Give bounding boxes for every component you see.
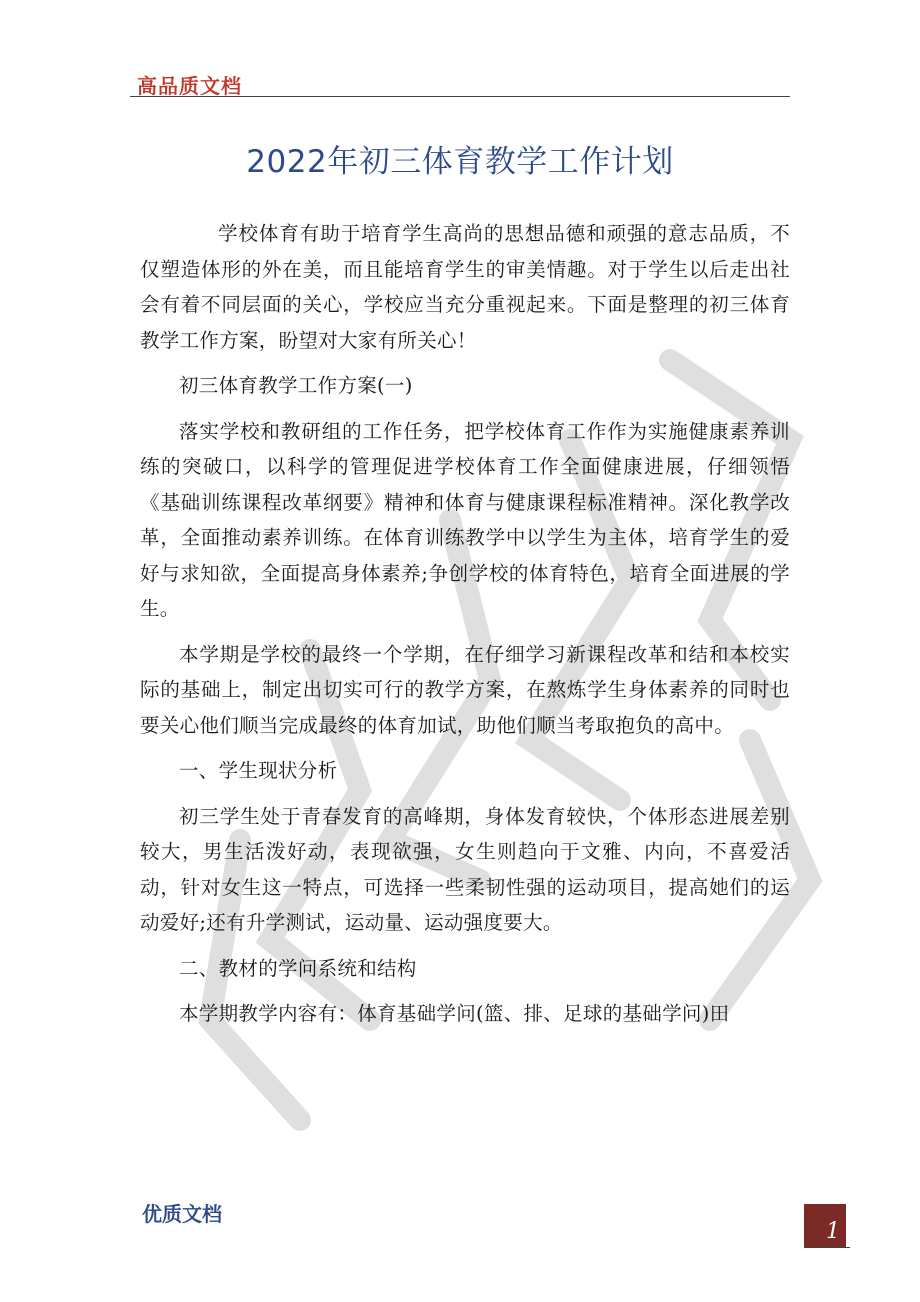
paragraph-intro: 学校体育有助于培育学生高尚的思想品德和顽强的意志品质，不仅塑造体形的外在美，而且能培育学生的审美情趣。对于学生以后走出社会有着不同层面的关心，学校应当充分重视起来。下面是整理的初三体育教学工作方案，盼望对大家有所关心！ <box>140 222 790 352</box>
page-number-badge <box>804 1204 846 1248</box>
document-title: 2022年初三体育教学工作计划 <box>246 144 674 180</box>
header-divider <box>130 96 790 97</box>
section-heading-student-analysis: 一、学生现状分析 <box>179 759 338 782</box>
paragraph-semester: 本学期是学校的最终一个学期，在仔细学习新课程改革和结和本校实际的基础上，制定出切实可行的教学方案，在熬炼学生身体素养的同时也要关心他们顺当完成最终的体育加试，助他们顺当考取抱负的高中。 <box>140 642 790 737</box>
paragraph-student-analysis: 初三学生处于青春发育的高峰期，身体发育较快，个体形态进展差别较大，男生活泼好动，表现欲强，女生则趋向于文雅、内向，不喜爱活动，针对女生这一特点，可选择一些柔韧性强的运动项目，提高她们的运动爱好;还有升学测试，运动量、运动强度要大。 <box>140 804 790 934</box>
section-heading-curriculum: 二、教材的学问系统和结构 <box>179 956 417 980</box>
paragraph-plan-heading: 初三体育教学工作方案(一) <box>179 374 413 397</box>
header-label: 高品质文档 <box>137 74 242 98</box>
document-body <box>140 216 790 1042</box>
footer-label: 优质文档 <box>142 1202 222 1226</box>
footer-divider <box>804 1247 850 1248</box>
page-number: 1 <box>826 1219 840 1244</box>
paragraph-goals: 落实学校和教研组的工作任务，把学校体育工作作为实施健康素养训练的突破口，以科学的管理促进学校体育工作全面健康进展，仔细领悟《基础训练课程改革纲要》精神和体育与健康课程标准精神。深化教学改革，全面推动素养训练。在体育训练教学中以学生为主体，培育学生的爱好与求知欲，全面提高身体素养;争创学校的体育特色，培育全面进展的学生。 <box>140 419 790 620</box>
paragraph-curriculum: 本学期教学内容有：体育基础学问(篮、排、足球的基础学问)田 <box>179 1002 730 1025</box>
